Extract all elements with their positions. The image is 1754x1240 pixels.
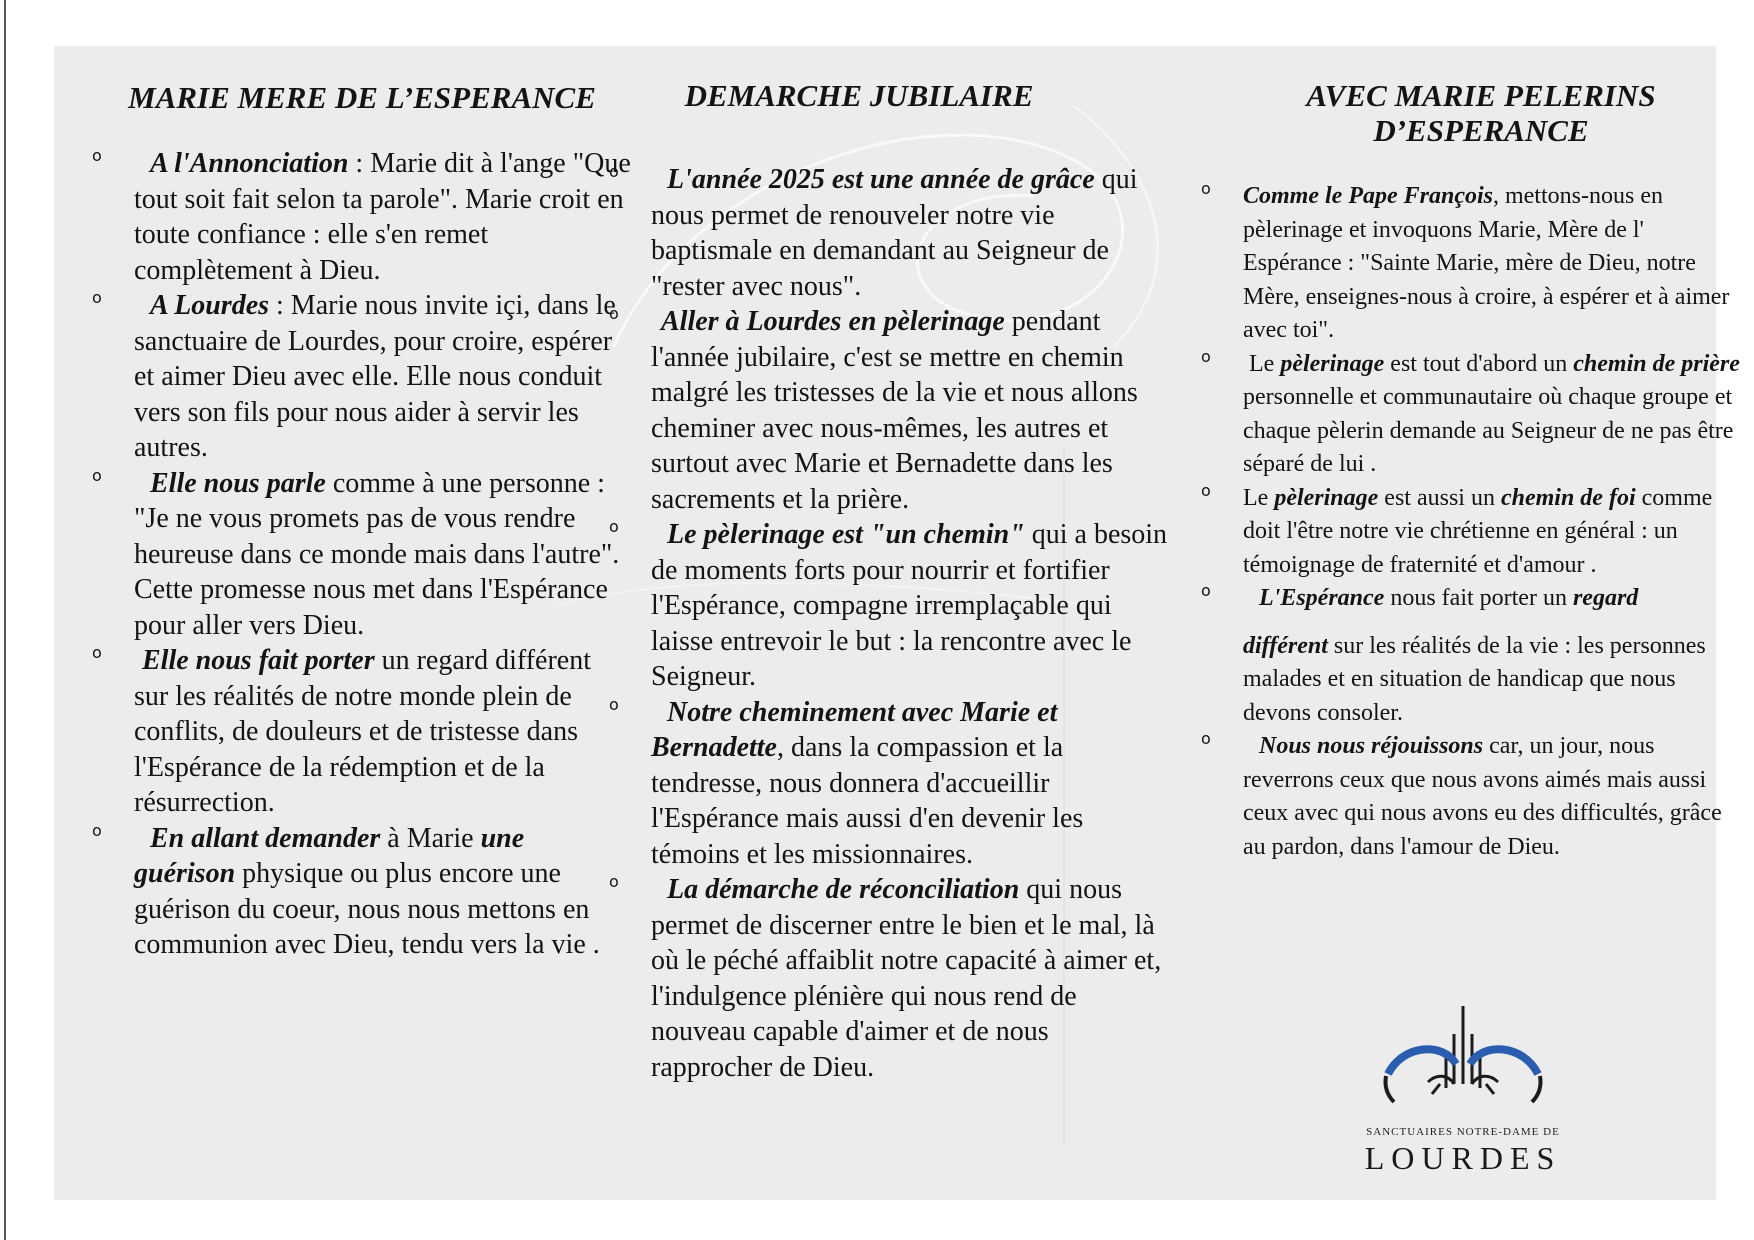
column-title: MARIE MERE DE L’ESPERANCE xyxy=(128,80,596,115)
list-item: o La démarche de réconciliation qui nous permet de discerner entre le bien et le mal, là où le péché affaiblit notre capacité à aimer et, l'indulgence plénière qui nous rend de nouveau capable d'aimer et de nous rapprocher de Dieu. xyxy=(609,872,1169,1085)
list-item: o Le pèlerinage est tout d'abord un chemin de prière personnelle et communautaire où chaque groupe et chaque pèlerin demande au Seigneur de ne pas être séparé de lui . xyxy=(1201,348,1741,482)
leaflet-sheet xyxy=(54,46,1740,1200)
logo-name: LOURDES xyxy=(1364,1140,1562,1176)
list-item: o Elle nous parle comme à une personne : "Je ne vous promets pas de vous rendre heureuse dans ce monde mais dans l'autre". Cette promesse nous met dans l'Espérance pour aller vers Dieu. xyxy=(92,466,632,644)
list-item: o Le pèlerinage est "un chemin" qui a besoin de moments forts pour nourrir et fortifier l'Espérance, compagne irremplaçable qui laisse entrevoir le but : la rencontre avec le Seigneur. xyxy=(609,517,1169,695)
bullet-list xyxy=(92,146,632,963)
column-title: DEMARCHE JUBILAIRE xyxy=(684,78,1034,113)
bullet-list xyxy=(1201,180,1741,864)
list-item: o A l'Annonciation : Marie dit à l'ange "Que tout soit fait selon ta parole". Marie croit en toute confiance : elle s'en remet complètement à Dieu. xyxy=(92,146,632,288)
list-item: o Comme le Pape François, mettons-nous en pèlerinage et invoquons Marie, Mère de l' Espérance : "Sainte Marie, mère de Dieu, notre Mère, enseignes-nous à croire, à espérer et à aimer avec toi". xyxy=(1201,180,1741,348)
list-item: o Aller à Lourdes en pèlerinage pendant l'année jubilaire, c'est se mettre en chemin malgré les tristesses de la vie et nous allons cheminer avec nous-mêmes, les autres et surtout avec Marie et Bernadette dans les sacrements et la prière. xyxy=(609,304,1169,517)
lourdes-basilica-logo-icon xyxy=(1348,1004,1578,1124)
list-item: o Le pèlerinage est aussi un chemin de foi comme doit l'être notre vie chrétienne en général : un témoignage de fraternité et d'amour . xyxy=(1201,482,1741,583)
list-item: o Notre cheminement avec Marie et Bernadette, dans la compassion et la tendresse, nous donnera d'accueillir l'Espérance mais aussi d'en devenir les témoins et les missionnaires. xyxy=(609,695,1169,873)
list-item: o L'Espérance nous fait porter un regard différent sur les réalités de la vie : les personnes malades et en situation de handicap que nous devons consoler. xyxy=(1201,582,1741,730)
list-item: o En allant demander à Marie une guérison physique ou plus encore une guérison du coeur, nous nous mettons en communion avec Dieu, tendu vers la vie . xyxy=(92,821,632,963)
list-item: o Elle nous fait porter un regard différent sur les réalités de notre monde plein de conflits, de douleurs et de tristesse dans l'Espérance de la rédemption et de la résurrection. xyxy=(92,643,632,821)
logo-subtitle: SANCTUAIRES NOTRE-DAME DE xyxy=(1366,1126,1560,1138)
list-item: o A Lourdes : Marie nous invite içi, dans le sanctuaire de Lourdes, pour croire, espérer et aimer Dieu avec elle. Elle nous conduit vers son fils pour nous aider à servir les autres. xyxy=(92,288,632,466)
scan-edge-line xyxy=(4,0,6,1240)
bullet-list xyxy=(609,162,1169,1085)
sanctuaires-logo xyxy=(1348,1004,1578,1204)
column-title: AVEC MARIE PELERINS D’ESPERANCE xyxy=(1306,78,1656,148)
list-item: o Nous nous réjouissons car, un jour, nous reverrons ceux que nous avons aimés mais aussi ceux avec qui nous avons eu des difficultés, grâce au pardon, dans l'amour de Dieu. xyxy=(1201,730,1741,864)
list-item: o L'année 2025 est une année de grâce qui nous permet de renouveler notre vie baptismale en demandant au Seigneur de "rester avec nous". xyxy=(609,162,1169,304)
